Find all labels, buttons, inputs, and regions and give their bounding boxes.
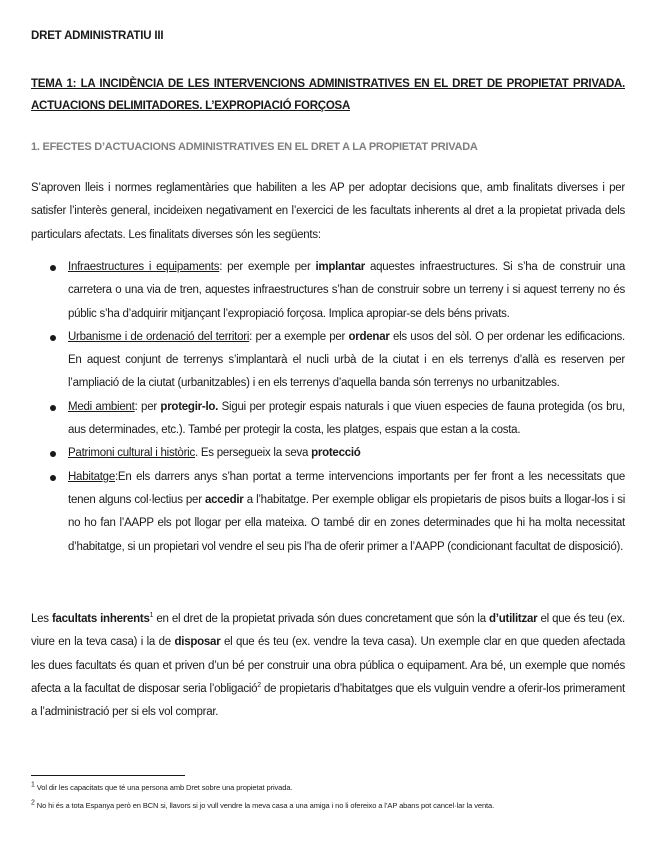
paragraph-text: de propietaris d’habitatges que els vulguin vendre a oferir-los primerament a l’administració per si els vol comprar. — [31, 682, 625, 719]
paragraph-emphasis: facultats inherents — [51, 613, 150, 625]
tema-title-line-1: TEMA 1: LA INCIDÈNCIA DE LES INTERVENCIONS ADMINISTRATIVES EN EL DRET DE PROPIETAT PRIVADA. — [31, 78, 625, 90]
list-item-term: Urbanisme i de ordenació del territori — [68, 330, 250, 343]
tema-title-line-2: ACTUACIONS DELIMITADORES. L’EXPROPIACIÓ FORÇOSA — [31, 100, 350, 112]
bullet-icon — [50, 265, 56, 271]
paragraph-emphasis: disposar — [174, 636, 221, 649]
list-item — [50, 326, 625, 396]
footnote-text: No hi és a tota Espanya però en BCN si, llavors si jo vull vendre la meva casa a una amiga i no li ofereixo a l’AP abans pot cancel·lar la venta. — [36, 801, 495, 810]
footnote-text: Vol dir les capacitats que té una persona amb Dret sobre una propietat privada. — [36, 783, 293, 792]
list-item-term: Infraestructures i equipaments — [68, 261, 220, 273]
bullet-icon — [50, 475, 56, 481]
document-title: DRET ADMINISTRATIU III — [31, 30, 164, 42]
intro-paragraph: S’aproven lleis i normes reglamentàries que habiliten a les AP per adoptar decisions que, amb finalitats diverses i per satisfer l’interès general, incideixen negativament en l’exercici de les facultats inherents al dret a la propietat privada dels particulars afectats. Les finalitats diverses són les següents: — [31, 182, 625, 241]
paragraph-text: el que és teu (ex. viure en la teva casa) i la de — [31, 613, 625, 649]
paragraph-text: Les — [31, 613, 52, 625]
list-item-text: : per — [134, 400, 161, 413]
list-item-text: Sigui per protegir espais naturals i que viuen especies de fauna protegida (os bru, aus determinades, etc.). També per protegir la costa, les platges, espais que estan a la costa. — [68, 400, 625, 437]
list-item-text: :En els darrers anys s’han portat a terme intervencions importants per fer front a les necessitats que tenen alguns col·lectius per — [68, 470, 625, 506]
list-item — [50, 256, 625, 326]
footnote-ref[interactable]: 1 — [149, 612, 154, 620]
list-item-text: : per a exemple per — [249, 330, 349, 343]
paragraph-text: en el dret de la propietat privada són dues concretament que són la — [153, 613, 490, 625]
list-item-emphasis: protegir-lo. — [160, 400, 219, 413]
footnote-mark: 2 — [31, 799, 35, 807]
bullet-icon — [50, 451, 56, 457]
list-item-emphasis: ordenar — [348, 330, 390, 343]
footnote-ref[interactable]: 2 — [257, 682, 261, 690]
list-item-term: Medi ambient — [68, 400, 135, 413]
list-item-text: . Es persegueix la seva — [194, 447, 312, 460]
list-item — [50, 396, 625, 443]
paragraph-text: el que és teu (ex. vendre la teva casa). Un exemple clar en que queden afectada les dues facultats és quan et priven d’un bé per construir una obra pública o equipament. Ara bé, un exemple que només afecta a la facultat de disposar seria l’obligació — [31, 636, 625, 695]
list-item-emphasis: accedir — [204, 493, 244, 506]
list-item-term: Habitatge — [68, 470, 115, 483]
purposes-list — [50, 256, 625, 559]
footnote — [31, 801, 494, 810]
list-item — [50, 442, 625, 465]
footnote-divider — [31, 775, 185, 776]
list-item-term: Patrimoni cultural i històric — [68, 447, 195, 460]
list-item-text: : per exemple per — [219, 261, 316, 273]
bullet-icon — [50, 335, 56, 341]
section-heading: 1. EFECTES D’ACTUACIONS ADMINISTRATIVES EN EL DRET A LA PROPIETAT PRIVADA — [31, 141, 478, 153]
list-item-text: aquestes infraestructures. Si s’ha de construir una carretera o una via de tren, aquestes infraestructures s’han de construir sobre un terreny i si aquest terreny no és públic s’ha d’adquirir mitjançant l’expropiació forçosa. Implica apropiar-se dels béns privats. — [68, 261, 625, 320]
list-item-emphasis: protecció — [311, 447, 361, 460]
footnote-mark: 1 — [31, 781, 35, 789]
bullet-icon — [50, 405, 56, 411]
list-item-text: a l’habitatge. Per exemple obligar els propietaris de pisos buits a llogar-los i si no ho fan l’AAPP els pot llogar per ella mateixa. O també dir en zones determinades que hi ha molta necessitat d’habitatge, si un propietari vol vendre el seu pis l’ha de oferir primer a l’AAPP (condicionant facultat de disposició). — [68, 493, 625, 553]
list-item-emphasis: implantar — [315, 261, 365, 273]
closing-paragraph — [31, 608, 625, 724]
footnote — [31, 783, 292, 792]
paragraph-emphasis: d’utilitzar — [489, 613, 538, 625]
list-item-text: els usos del sòl. O per ordenar les edificacions. En aquest conjunt de terrenys s’implantarà el nucli urbà de la ciutat i en els terrenys d’allà es reserven per l’ampliació de la ciutat (urbanitzables) i en els terrenys d’aquella banda són terrenys no urbanitzables. — [68, 330, 625, 390]
list-item — [50, 466, 625, 559]
